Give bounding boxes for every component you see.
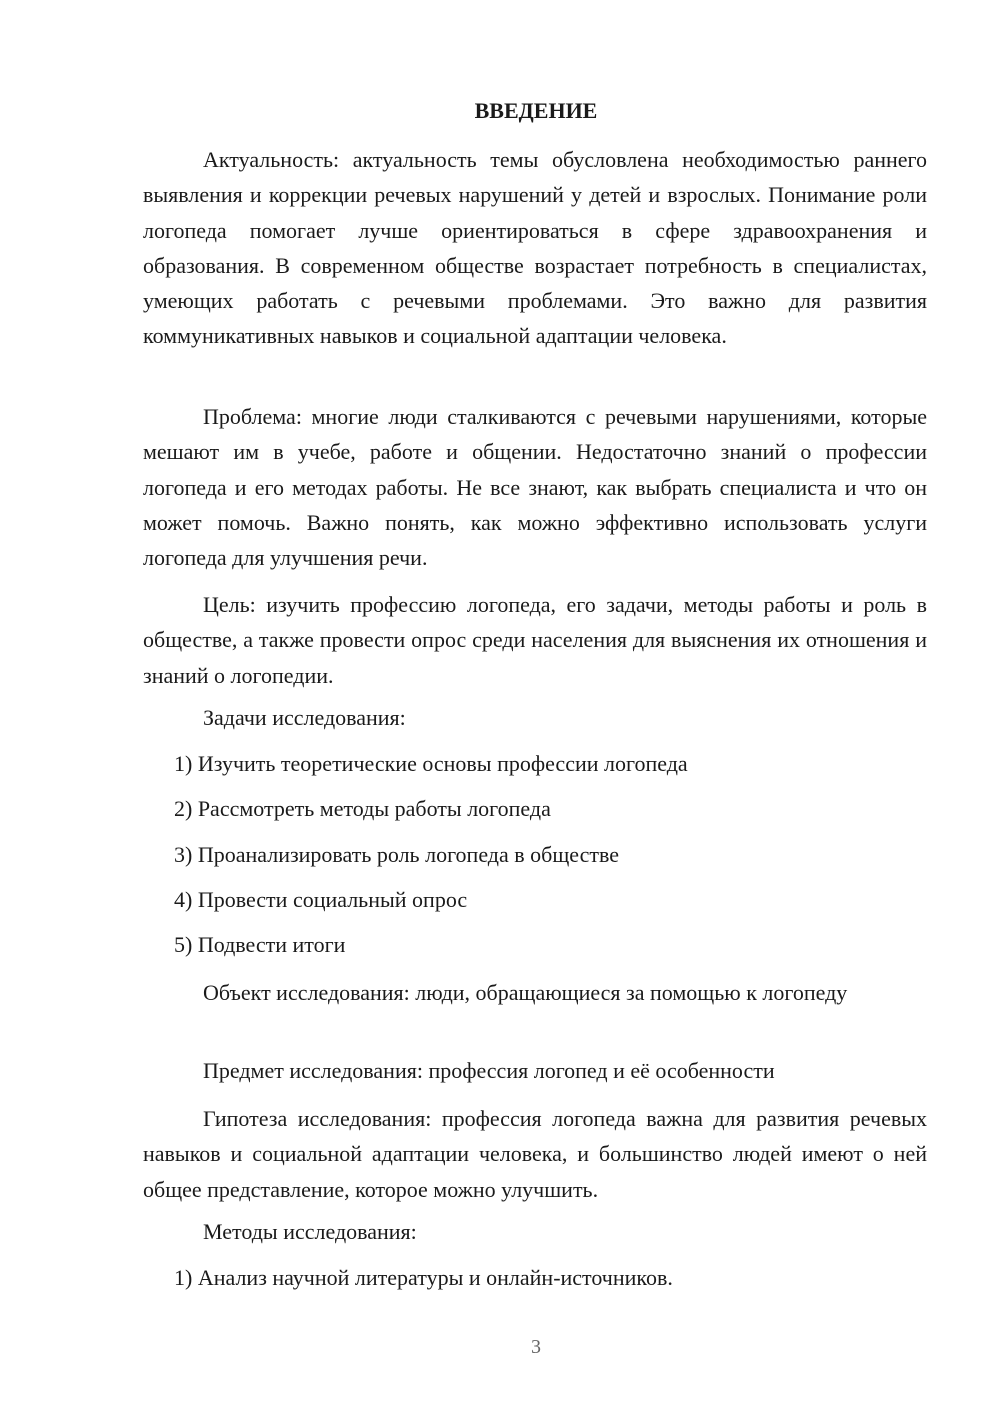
list-item: 4) Провести социальный опрос (174, 887, 468, 912)
subject-line: Предмет исследования: профессия логопед и её особенности (203, 1058, 775, 1083)
problem-paragraph: Проблема: многие люди сталкиваются с речевыми нарушениями, которые мешают им в учебе, работе и общении. Недостаточно знаний о профессии логопеда и его методах работы. Не все знают, как выбрать специалиста и что он может помочь. Важно понять, как можно эффективно использовать услуги логопеда для улучшения речи. (143, 404, 927, 571)
list-item: 2) Рассмотреть методы работы логопеда (174, 796, 551, 821)
tasks-heading: Задачи исследования: (203, 705, 406, 730)
goal-paragraph: Цель: изучить профессию логопеда, его задачи, методы работы и роль в обществе, а также провести опрос среди населения для выяснения их отношения и знаний о логопедии. (143, 592, 927, 688)
object-paragraph: Объект исследования: люди, обращающиеся за помощью к логопеду (203, 980, 848, 1005)
list-item: 5) Подвести итоги (174, 932, 346, 957)
list-item: 1) Изучить теоретические основы профессии логопеда (174, 751, 688, 776)
relevance-paragraph: Актуальность: актуальность темы обусловлена необходимостью раннего выявления и коррекции речевых нарушений у детей и взрослых. Понимание роли логопеда помогает лучше ориентироваться в сфере здравоохранения и образования. В современном обществе возрастает потребность в специалистах, умеющих работать с речевыми проблемами. Это важно для развития коммуникативных навыков и социальной адаптации человека. (143, 147, 927, 349)
page-number: 3 (531, 1336, 541, 1358)
list-item: 1) Анализ научной литературы и онлайн-источников. (174, 1265, 673, 1290)
hypothesis-paragraph: Гипотеза исследования: профессия логопеда важна для развития речевых навыков и социальной адаптации человека, и большинство людей имеют о ней общее представление, которое можно улучшить. (143, 1106, 927, 1202)
page-title: ВВЕДЕНИЕ (474, 98, 598, 123)
methods-heading: Методы исследования: (203, 1219, 417, 1244)
list-item: 3) Проанализировать роль логопеда в обществе (174, 842, 619, 867)
